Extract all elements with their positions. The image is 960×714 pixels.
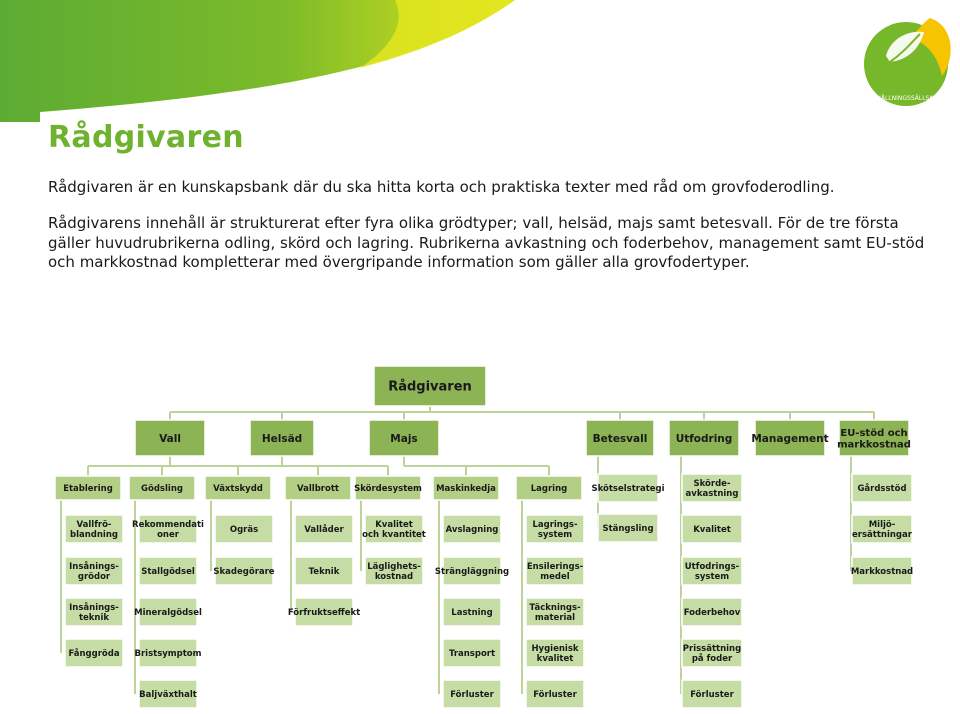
leaf-node-stranglaggning-label: Strängläggning <box>434 567 510 578</box>
leaf-node-miljo-ersattningar-label: Miljö- <box>868 520 896 531</box>
leaf-node-markkostnad[interactable] <box>851 557 913 585</box>
leaf-node-baljvaxthalt-label: Baljväxthalt <box>139 690 197 701</box>
root-node-radgivaren-label: Rådgivaren <box>388 379 472 395</box>
leaf-node-insanings-teknik[interactable] <box>65 598 123 626</box>
leaf-node-markkostnad-label: Markkostnad <box>850 567 914 578</box>
leaf-node-foderbehov[interactable] <box>682 598 742 626</box>
leaf-node-ensilerings-medel-label: medel <box>540 571 570 582</box>
leaf-node-kvalitet-och-kvantitet-label: Kvalitet <box>375 520 413 531</box>
leaf-node-lagrings-system-label: system <box>537 529 573 540</box>
leaf-node-vallfro-blandning[interactable] <box>65 515 123 543</box>
group-node-vallbrott-label: Vallbrott <box>297 484 339 495</box>
leaf-node-insanings-teknik-label: teknik <box>78 612 110 623</box>
leaf-node-prissattning-pa-foder-label: Prissättning <box>682 644 742 655</box>
leaf-node-laglighets-kostnad[interactable] <box>365 557 423 585</box>
leaf-node-gardsstod[interactable] <box>852 474 912 502</box>
leaf-node-bristsymptom[interactable] <box>134 639 201 667</box>
leaf-node-stangsling[interactable] <box>598 514 658 542</box>
leaf-node-hygienisk-kvalitet-label: kvalitet <box>536 653 574 664</box>
leaf-node-hygienisk-kvalitet[interactable] <box>526 639 584 667</box>
leaf-node-stranglaggning[interactable] <box>435 557 509 585</box>
leaf-node-forluster[interactable] <box>526 680 584 708</box>
leaf-node-foderbehov-label: Foderbehov <box>683 608 741 619</box>
leaf-node-miljo-ersattningar[interactable] <box>852 515 913 543</box>
page-title: Rådgivaren <box>48 120 244 155</box>
leaf-node-stallgodsel-label: Stallgödsel <box>141 567 195 578</box>
leaf-node-kvalitet-och-kvantitet-label: och kvantitet <box>362 529 426 540</box>
leaf-node-vallader[interactable] <box>295 515 353 543</box>
leaf-node-skotselstrategi-label: Skötselstrategi <box>591 484 665 495</box>
leaf-node-insanings-teknik-label: Insånings- <box>69 603 119 614</box>
leaf-node-ogras[interactable] <box>215 515 273 543</box>
leaf-node-stangsling-label: Stängsling <box>602 524 654 535</box>
leaf-node-ensilerings-medel-label: Ensilerings- <box>526 562 584 573</box>
branch-node-majs-label: Majs <box>390 432 418 445</box>
branch-node-vall[interactable] <box>135 420 205 456</box>
leaf-node-mineralgodsel[interactable] <box>134 598 202 626</box>
leaf-node-lagrings-system-label: Lagrings- <box>532 520 578 531</box>
leaf-node-miljo-ersattningar-label: ersättningar <box>852 529 912 540</box>
leaf-node-avslagning[interactable] <box>443 515 501 543</box>
branch-node-majs[interactable] <box>369 420 439 456</box>
leaf-node-insanings-grodor[interactable] <box>65 557 123 585</box>
leaf-node-teknik-label: Teknik <box>308 567 340 578</box>
group-node-vaxtskydd-label: Växtskydd <box>213 484 263 495</box>
leaf-node-skorde-avkastning-label: Skörde- <box>693 479 731 490</box>
group-node-skordesystem[interactable] <box>354 476 422 500</box>
leaf-node-fanggroda[interactable] <box>65 639 123 667</box>
group-node-vaxtskydd[interactable] <box>205 476 271 500</box>
leaf-node-skorde-avkastning-label: avkastning <box>685 488 739 499</box>
leaf-node-forluster[interactable] <box>682 680 742 708</box>
leaf-node-hygienisk-kvalitet-label: Hygienisk <box>531 644 579 655</box>
leaf-node-mineralgodsel-label: Mineralgödsel <box>134 608 202 619</box>
leaf-node-insanings-grodor-label: Insånings- <box>69 562 119 573</box>
leaf-node-vallfro-blandning-label: blandning <box>70 529 118 540</box>
branch-node-utfodring[interactable] <box>669 420 739 456</box>
leaf-node-forfruktseffekt[interactable] <box>288 598 360 626</box>
leaf-node-forfruktseffekt-label: Förfruktseffekt <box>287 608 361 619</box>
leaf-node-transport[interactable] <box>443 639 501 667</box>
leaf-node-ogras-label: Ogräs <box>229 525 259 536</box>
leaf-node-prissattning-pa-foder-label: på foder <box>691 653 733 664</box>
group-node-godsling[interactable] <box>129 476 195 500</box>
leaf-node-vallfro-blandning-label: Vallfrö- <box>76 520 112 531</box>
leaf-node-ensilerings-medel[interactable] <box>526 557 584 585</box>
group-node-lagring[interactable] <box>516 476 582 500</box>
intro-paragraph-2: Rådgivarens innehåll är strukturerat efter fyra olika grödtyper; vall, helsäd, majs samt betesvall. För de tre första gäller huvudrubrikerna odling, skörd och lagring. Rubrikerna avkastning och foderbehov, management samt EU-stöd och markkostnad kompletterar med övergripande information som gäller alla grovfodertyper. <box>48 214 925 271</box>
leaf-node-laglighets-kostnad-label: Läglighets- <box>367 562 421 573</box>
group-node-lagring-label: Lagring <box>530 484 568 495</box>
branch-node-eu-stod-och-markkostnad-label: markkostnad <box>837 439 911 451</box>
leaf-node-utfodrings-system[interactable] <box>682 557 742 585</box>
leaf-node-prissattning-pa-foder[interactable] <box>682 639 742 667</box>
leaf-node-utfodrings-system-label: Utfodrings- <box>684 562 740 573</box>
leaf-node-forluster[interactable] <box>443 680 501 708</box>
leaf-node-laglighets-kostnad-label: kostnad <box>374 571 414 582</box>
leaf-node-bristsymptom-label: Bristsymptom <box>134 649 202 660</box>
leaf-node-baljvaxthalt[interactable] <box>139 680 197 708</box>
root-node-radgivaren[interactable] <box>374 366 486 406</box>
intro-paragraph-1: Rådgivaren är en kunskapsbank där du ska hitta korta och praktiska texter med råd om grovfoderodling. <box>48 178 835 196</box>
group-node-vallbrott[interactable] <box>285 476 351 500</box>
branch-node-utfodring-label: Utfodring <box>675 432 733 445</box>
leaf-node-rekommendati-oner[interactable] <box>132 515 204 543</box>
branch-node-management[interactable] <box>751 420 828 456</box>
branch-node-helsad-label: Helsäd <box>261 432 303 445</box>
leaf-node-insanings-grodor-label: grödor <box>77 571 111 582</box>
branch-node-eu-stod-och-markkostnad[interactable] <box>837 420 911 456</box>
leaf-node-fanggroda-label: Fånggröda <box>68 649 120 660</box>
leaf-node-transport-label: Transport <box>448 649 496 660</box>
group-node-skordesystem-label: Skördesystem <box>354 484 422 495</box>
leaf-node-teknik[interactable] <box>295 557 353 585</box>
leaf-node-forluster-label: Förluster <box>450 690 494 701</box>
group-node-etablering-label: Etablering <box>63 484 113 495</box>
leaf-node-stallgodsel[interactable] <box>139 557 197 585</box>
leaf-node-forluster-label: Förluster <box>533 690 577 701</box>
leaf-node-skotselstrategi[interactable] <box>591 474 664 502</box>
branch-node-betesvall[interactable] <box>586 420 654 456</box>
leaf-node-avslagning-label: Avslagning <box>445 525 499 536</box>
leaf-node-tacknings-material-label: material <box>534 612 576 623</box>
leaf-node-skadegorare-label: Skadegörare <box>213 567 275 578</box>
leaf-node-utfodrings-system-label: system <box>694 571 730 582</box>
group-node-maskinkedja-label: Maskinkedja <box>436 484 496 495</box>
branch-node-eu-stod-och-markkostnad-label: EU-stöd och <box>840 427 908 439</box>
leaf-node-forluster-label: Förluster <box>690 690 734 701</box>
logo-text: HUSHÅLLNINGSSÄLLSKAPET <box>863 95 949 102</box>
leaf-node-rekommendati-oner-label: Rekommendati <box>132 520 204 531</box>
group-node-etablering[interactable] <box>55 476 121 500</box>
branch-node-vall-label: Vall <box>159 432 181 445</box>
leaf-node-lagrings-system[interactable] <box>526 515 584 543</box>
leaf-node-rekommendati-oner-label: oner <box>157 529 179 540</box>
branch-node-helsad[interactable] <box>250 420 314 456</box>
leaf-node-kvalitet-och-kvantitet[interactable] <box>362 515 426 543</box>
leaf-node-skorde-avkastning[interactable] <box>682 474 742 502</box>
leaf-node-kvalitet-label: Kvalitet <box>693 525 731 536</box>
leaf-node-lastning-label: Lastning <box>451 608 493 619</box>
leaf-node-lastning[interactable] <box>443 598 501 626</box>
leaf-node-gardsstod-label: Gårdsstöd <box>857 484 907 495</box>
group-node-godsling-label: Gödsling <box>141 484 183 495</box>
group-node-maskinkedja[interactable] <box>433 476 499 500</box>
leaf-node-kvalitet[interactable] <box>682 515 742 543</box>
branch-node-management-label: Management <box>751 432 829 445</box>
branch-node-betesvall-label: Betesvall <box>592 432 648 445</box>
leaf-node-tacknings-material-label: Täcknings- <box>529 603 581 614</box>
leaf-node-tacknings-material[interactable] <box>526 598 584 626</box>
leaf-node-vallader-label: Vallåder <box>304 525 344 536</box>
leaf-node-skadegorare[interactable] <box>213 557 274 585</box>
